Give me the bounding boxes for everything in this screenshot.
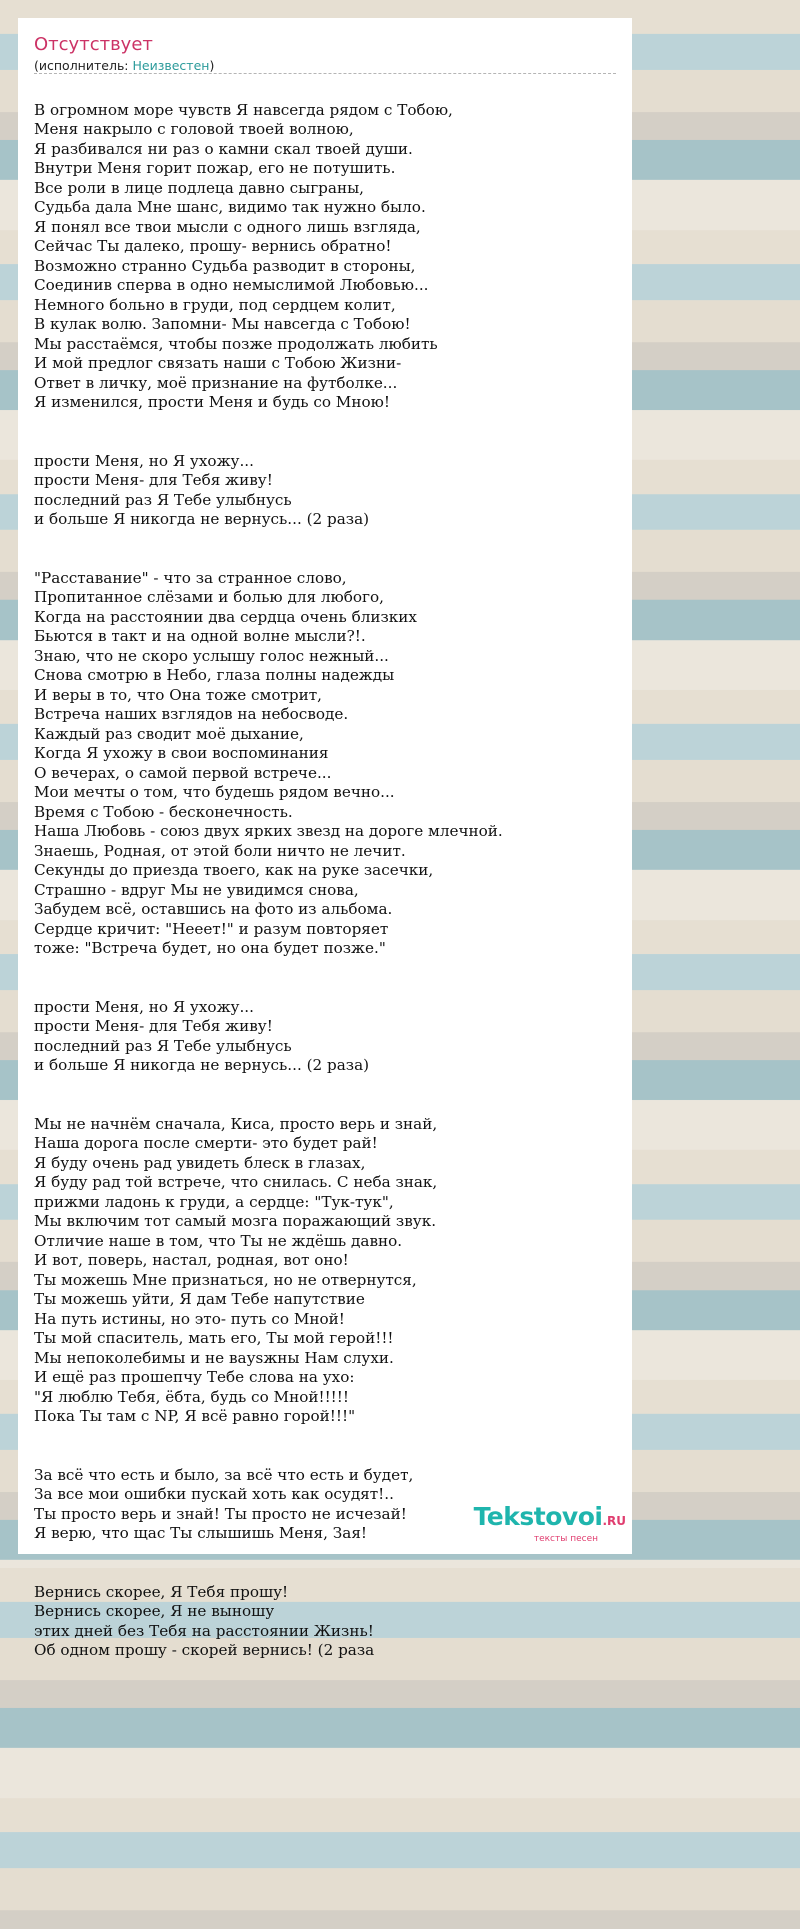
stanza-verse-4: За всё что есть и было, за всё что есть и будет, За все мои ошибки пускай хоть как осудят!.. Ты просто верь и знай! Ты просто не исчезай! Я верю, что щас Ты слышишь Меня, Зая!	[34, 1465, 414, 1542]
lyrics-text	[34, 81, 614, 1700]
stanza-verse-2: "Расставание" - что за странное слово, Пропитанное слёзами и болью для любого, Когда на расстоянии два сердца очень близких Бьются в такт и на одной волне мысли?!. Знаю, что не скоро услышу голос нежный... Снова смотрю в Небо, глаза полны надежды И веры в то, что Она тоже смотрит, Встреча наших взглядов на небосводе. Каждый раз сводит моё дыхание, Когда Я ухожу в свои воспоминания О вечерах, о самой первой встрече... Мои мечты о том, что будешь рядом вечно... Время с Тобою - бесконечность. Наша Любовь - союз двух ярких звезд на дороге млечной. Знаешь, Родная, от этой боли ничто не лечит. Секунды до приезда твоего, как на руке засечки, Страшно - вдруг Мы не увидимся снова, Забудем всё, оставшись на фото из альбома. Сердце кричит: "Нееет!" и разум повторяет тоже: "Встреча будет, но она будет позже."	[34, 568, 503, 957]
title-divider	[34, 73, 616, 74]
logo-tld: .RU	[602, 1514, 626, 1528]
performer-close: )	[209, 58, 215, 73]
performer-link[interactable]: Неизвестен	[132, 58, 210, 73]
stanza-chorus-1: прости Меня, но Я ухожу... прости Меня- для Тебя живу! последний раз Я Тебе улыбнусь и больше Я никогда не вернусь... (2 раза)	[34, 451, 370, 528]
stanza-chorus-2: прости Меня, но Я ухожу... прости Меня- для Тебя живу! последний раз Я Тебе улыбнусь и больше Я никогда не вернусь... (2 раза)	[34, 997, 370, 1074]
performer-line	[34, 58, 214, 73]
logo-tagline: тексты песен	[533, 1534, 598, 1544]
stanza-outro: Вернись скорее, Я Тебя прошу! Вернись скорее, Я не выношу этих дней без Тебя на расстоянии Жизнь! Об одном прошу - скорей вернись! (2 раза	[34, 1582, 375, 1659]
song-title: Отсутствует	[34, 34, 153, 55]
logo-wordmark	[474, 1504, 626, 1534]
stanza-verse-1: В огромном море чувств Я навсегда рядом с Тобою, Меня накрыло с головой твоей волною, Я разбивался ни раз о камни скал твоей души. Внутри Меня горит пожар, его не потушить. Все роли в лице подлеца давно сыграны, Судьба дала Мне шанс, видимо так нужно было. Я понял все твои мысли с одного лишь взгляда, Сейчас Ты далеко, прошу- вернись обратно! Возможно странно Судьба разводит в стороны, Соединив сперва в одно немыслимой Любовью... Немного больно в груди, под сердцем колит, В кулак волю. Запомни- Мы навсегда с Тобою! Мы расстаёмся, чтобы позже продолжать любить И мой предлог связать наши с Тобою Жизни- Ответ в личку, моё признание на футболке... Я изменился, прости Меня и будь со Мною!	[34, 100, 453, 411]
stanza-verse-3: Мы не начнём сначала, Киса, просто верь и знай, Наша дорога после смерти- это будет рай! Я буду очень рад увидеть блеск в глазах, Я буду рад той встрече, что снилась. С неба знак, прижми ладонь к груди, а сердце: "Тук-тук", Мы включим тот самый мозга поражающий звук. Отличие наше в том, что Ты не ждёшь давно. И вот, поверь, настал, родная, вот оно! Ты можешь Мне признаться, но не отвернутся, Ты можешь уйти, Я дам Тебе напутствие На путь истины, но это- путь со Мной! Ты мой спаситель, мать его, Ты мой герой!!! Мы непоколебимы и не вауsжны Нам слухи. И ещё раз прошепчу Тебе слова на ухо: "Я люблю Тебя, ёбта, будь со Мной!!!!! Пока Ты там с NP, Я всё равно горой!!!"	[34, 1114, 438, 1425]
performer-label: (исполнитель:	[34, 58, 133, 73]
lyrics-card	[18, 18, 632, 1659]
logo-main-text: Tekstovoi	[473, 1502, 603, 1531]
site-logo[interactable]	[474, 1504, 626, 1544]
